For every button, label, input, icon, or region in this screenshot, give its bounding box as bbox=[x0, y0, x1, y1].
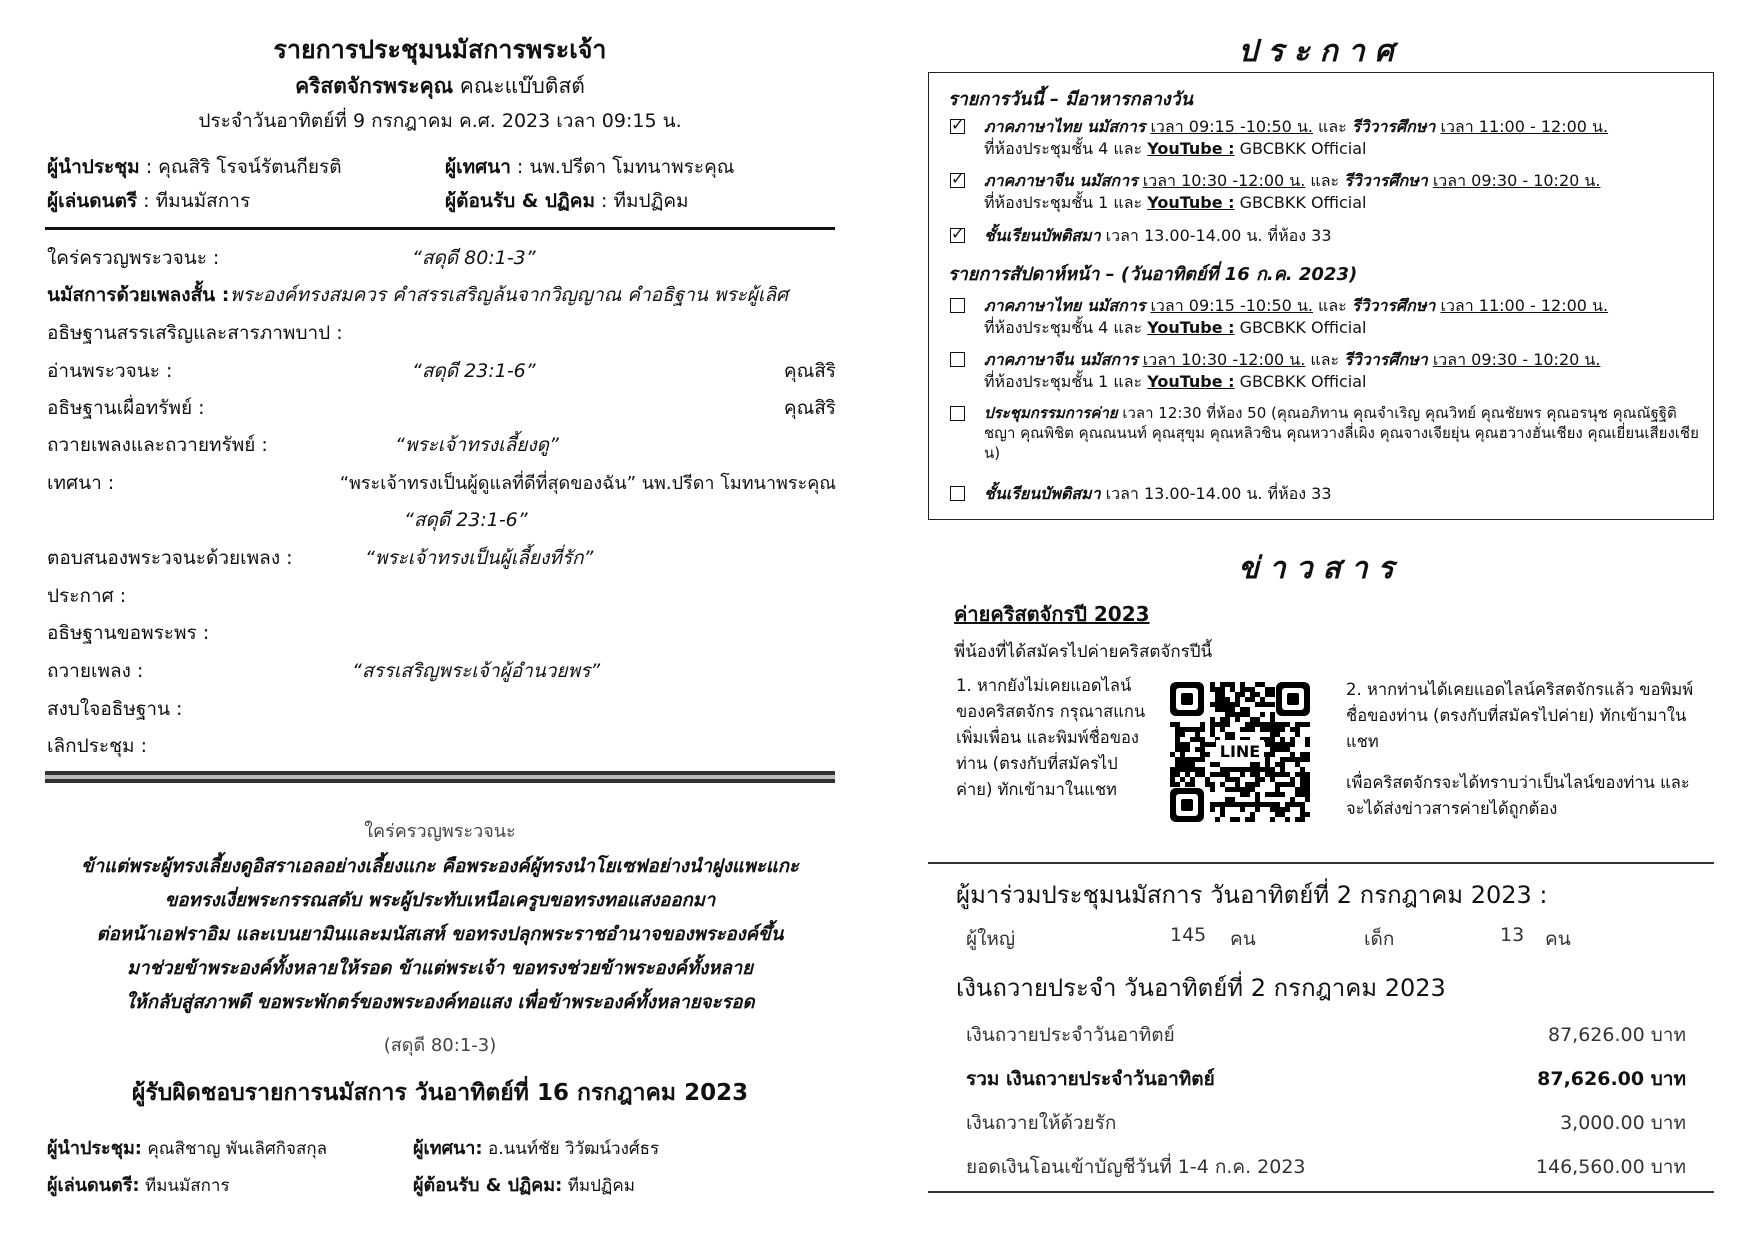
church-name bbox=[45, 70, 835, 103]
offering-row-total bbox=[966, 1064, 1686, 1094]
order-item: นมัสการด้วยเพลงสั้น : bbox=[47, 284, 230, 306]
checkbox-unchecked[interactable] bbox=[950, 486, 965, 501]
order-item: ประกาศ : bbox=[47, 585, 127, 607]
child-unit: คน bbox=[1545, 928, 1571, 950]
offering-title: เงินถวายประจำ วันอาทิตย์ที่ 2 กรกฎาคม 2023 bbox=[956, 974, 1446, 1002]
order-item-detail: “สรรเสริญพระเจ้าผู้อำนวยพร” bbox=[352, 660, 601, 682]
next-ushers: ผู้ต้อนรับ & ปฏิคม: ทีมปฏิคม bbox=[413, 1175, 635, 1196]
adult-unit: คน bbox=[1230, 928, 1256, 950]
leader-musicians: ผู้เล่นดนตรี : ทีมนมัสการ bbox=[47, 190, 251, 212]
offering-label: ยอดเงินโอนเข้าบัญชีวันที่ 1-4 ก.ค. 2023 bbox=[966, 1156, 1306, 1178]
adult-count: 145 bbox=[1170, 924, 1207, 946]
order-item-person: คุณสิริ bbox=[783, 397, 836, 419]
offering-label: รวม เงินถวายประจำวันอาทิตย์ bbox=[966, 1068, 1215, 1090]
verse-line: ต่อหน้าเอฟราอิม และเบนยามินและมนัสเสห์ ขอทรงปลุกพระราชอำนาจของพระองค์ขึ้น bbox=[96, 924, 784, 945]
order-item: เลิกประชุม : bbox=[47, 735, 147, 757]
next-preacher: ผู้เทศนา: อ.นนท์ชัย วิวัฒน์วงศ์ธร bbox=[413, 1138, 660, 1159]
line-qr-code[interactable] bbox=[1170, 682, 1310, 822]
camp-instruction-2: 2. หากท่านได้เคยแอดไลน์คริสตจักรแล้ว ขอพิมพ์ชื่อของท่าน (ตรงกับที่สมัครไปค่าย) ทักเข้ามาในแชท bbox=[1346, 680, 1694, 751]
camp-note: เพื่อคริสตจักรจะได้ทราบว่าเป็นไลน์ของท่าน และจะได้ส่งข่าวสารค่ายได้ถูกต้อง bbox=[1346, 773, 1690, 818]
next-item-baptism: ชั้นเรียนบัพติสมา เวลา 13.00-14.00 น. ที่ห้อง 33 bbox=[948, 483, 1700, 505]
next-week-title: ผู้รับผิดชอบรายการนมัสการ วันอาทิตย์ที่ 16 กรกฎาคม 2023 bbox=[131, 1080, 749, 1106]
checkbox-checked[interactable] bbox=[950, 228, 965, 243]
adult-label: ผู้ใหญ่ bbox=[966, 928, 1016, 950]
bulletin-title: รายการประชุมนมัสการพระเจ้า bbox=[273, 35, 607, 64]
qr-line-label: LINE bbox=[1219, 742, 1261, 761]
offering-row bbox=[966, 1108, 1686, 1138]
offering-amount: 3,000.00 บาท bbox=[1560, 1112, 1686, 1134]
order-item-detail: “สดุดี 23:1-6” bbox=[412, 360, 536, 382]
offering-amount: 87,626.00 บาท bbox=[1548, 1024, 1686, 1046]
order-item: เทศนา : bbox=[47, 472, 115, 494]
divider bbox=[928, 862, 1714, 864]
order-item: ใคร่ครวญพระวจนะ : bbox=[47, 247, 220, 269]
verse-line: มาช่วยข้าพระองค์ทั้งหลายให้รอด ข้าแต่พระเจ้า ขอทรงช่วยข้าพระองค์ทั้งหลาย bbox=[126, 958, 754, 979]
order-item: อธิษฐานขอพระพร : bbox=[47, 622, 210, 644]
offering-label: เงินถวายให้ด้วยรัก bbox=[966, 1112, 1117, 1134]
next-presider: ผู้นำประชุม: คุณสิชาญ พันเลิศกิจสกุล bbox=[47, 1138, 328, 1159]
camp-intro: พี่น้องที่ได้สมัครไปค่ายคริสตจักรปีนี้ bbox=[954, 642, 1213, 662]
next-item-chinese: ภาคภาษาจีน นมัสการ เวลา 10:30 -12:00 น. และ รีวิวารศึกษา เวลา 09:30 - 10:20 น. ที่ห้องประชุมชั้น 1 และ YouTube : GBCBKK Official bbox=[948, 349, 1700, 393]
offering-row bbox=[966, 1020, 1686, 1050]
order-item: อธิษฐานเผื่อทรัพย์ : bbox=[47, 397, 205, 419]
today-item-baptism: ✓ ชั้นเรียนบัพติสมา เวลา 13.00-14.00 น. ที่ห้อง 33 bbox=[948, 225, 1700, 247]
checkbox-checked[interactable] bbox=[950, 173, 965, 188]
news-heading: ข่าวสาร bbox=[1238, 551, 1404, 586]
checkbox-checked[interactable] bbox=[950, 119, 965, 134]
order-item: อ่านพระวจนะ : bbox=[47, 360, 173, 382]
leader-preacher: ผู้เทศนา : นพ.ปรีดา โมทนาพระคุณ bbox=[445, 156, 735, 178]
verse-heading: ใคร่ครวญพระวจนะ bbox=[364, 821, 516, 842]
attendance-title: ผู้มาร่วมประชุมนมัสการ วันอาทิตย์ที่ 2 กรกฎาคม 2023 : bbox=[956, 881, 1548, 909]
order-item-detail: “สดุดี 80:1-3” bbox=[412, 247, 536, 269]
today-item-thai: ✓ ภาคภาษาไทย นมัสการ เวลา 09:15 -10:50 น. และ รีวิวารศึกษา เวลา 11:00 - 12:00 น. ที่ห้องประชุมชั้น 4 และ YouTube : GBCBKK Official bbox=[948, 116, 1700, 160]
verse-line: ให้กลับสู่สภาพดี ขอพระพักตร์ของพระองค์ทอแสง เพื่อข้าพระองค์ทั้งหลายจะรอด bbox=[125, 992, 755, 1013]
checkbox-unchecked[interactable] bbox=[950, 352, 965, 367]
order-item-detail: พระองค์ทรงสมควร คำสรรเสริญล้นจากวิญญาณ คำอธิฐาน พระผู้เลิศ bbox=[230, 284, 789, 306]
announcements-heading: ประกาศ bbox=[1238, 34, 1404, 69]
divider bbox=[928, 1191, 1714, 1193]
next-musicians: ผู้เล่นดนตรี: ทีมนมัสการ bbox=[47, 1175, 230, 1196]
checkbox-unchecked[interactable] bbox=[950, 298, 965, 313]
church-name-bold: คริสตจักรพระคุณ bbox=[295, 74, 454, 98]
child-label: เด็ก bbox=[1364, 928, 1395, 950]
section-divider bbox=[45, 227, 835, 230]
offering-amount: 87,626.00 บาท bbox=[1537, 1068, 1686, 1090]
order-item: ถวายเพลง : bbox=[47, 660, 144, 682]
camp-instruction-1: 1. หากยังไม่เคยแอดไลน์ของคริสตจักร กรุณาสแกนเพิ่มเพื่อน และพิมพ์ชื่อของท่าน (ตรงกับที่สมัครไปค่าย) ทักเข้ามาในแชท bbox=[956, 676, 1146, 799]
section-divider-double bbox=[45, 771, 835, 783]
offering-label: เงินถวายประจำวันอาทิตย์ bbox=[966, 1024, 1175, 1046]
today-item-chinese: ✓ ภาคภาษาจีน นมัสการ เวลา 10:30 -12:00 น. และ รีวิวารศึกษา เวลา 09:30 - 10:20 น. ที่ห้องประชุมชั้น 1 และ YouTube : GBCBKK Official bbox=[948, 170, 1700, 214]
order-item: ตอบสนองพระวจนะด้วยเพลง : bbox=[47, 547, 293, 569]
church-name-rest: คณะแบ๊บติสต์ bbox=[459, 74, 585, 98]
order-item-detail: “พระเจ้าทรงเป็นผู้เลี้ยงที่รัก” bbox=[365, 547, 594, 569]
order-item: สงบใจอธิษฐาน : bbox=[47, 698, 183, 720]
order-item-person: คุณสิริ bbox=[783, 360, 836, 382]
child-count: 13 bbox=[1500, 924, 1525, 946]
checkbox-unchecked[interactable] bbox=[950, 406, 965, 421]
next-week-heading: รายการสัปดาห์หน้า – (วันอาทิตย์ที่ 16 ก.ค. 2023) bbox=[948, 264, 1358, 285]
order-item: อธิษฐานสรรเสริญและสารภาพบาป : bbox=[47, 322, 343, 344]
verse-line: ข้าแต่พระผู้ทรงเลี้ยงดูอิสราเอลอย่างเลี้ยงแกะ คือพระองค์ผู้ทรงนำโยเซฟอย่างนำฝูงแพะแกะ bbox=[81, 856, 799, 877]
next-item-committee: ประชุมกรรมการค่าย เวลา 12:30 ที่ห้อง 50 (คุณอภิทาน คุณจำเริญ คุณวิทย์ คุณชัยพร คุณอรนุช คุณณัฐฐิติชญา คุณพิชิต คุณณนนท์ คุณสุขุม คุณหลิวชิน คุณหวางลี่เผิง คุณจางเจียยุ่น คุณฮวางฮั่นเชียง คุณเยี่ยนเสียงเชียน) bbox=[948, 403, 1700, 463]
offering-amount: 146,560.00 บาท bbox=[1535, 1156, 1686, 1178]
verse-reference: (สดุดี 80:1-3) bbox=[383, 1035, 497, 1056]
order-item: ถวายเพลงและถวายทรัพย์ : bbox=[47, 434, 268, 456]
order-item-detail: “สดุดี 23:1-6” bbox=[404, 509, 528, 531]
leader-presider: ผู้นำประชุม : คุณสิริ โรจน์รัตนกียรติ bbox=[47, 156, 342, 178]
order-item-person: “พระเจ้าทรงเป็นผู้ดูแลที่ดีที่สุดของฉัน” นพ.ปรีดา โมทนาพระคุณ bbox=[339, 473, 836, 494]
offering-row bbox=[966, 1152, 1686, 1182]
verse-line: ขอทรงเงี่ยพระกรรณสดับ พระผู้ประทับเหนือเครูบขอทรงทอแสงออกมา bbox=[164, 890, 716, 911]
camp-heading: ค่ายคริสตจักรปี 2023 bbox=[954, 602, 1150, 626]
today-heading: รายการวันนี้ – มีอาหารกลางวัน bbox=[948, 89, 1193, 110]
order-item-detail: “พระเจ้าทรงเลี้ยงดู” bbox=[395, 434, 559, 456]
leader-ushers: ผู้ต้อนรับ & ปฏิคม : ทีมปฏิคม bbox=[445, 190, 689, 212]
next-item-thai: ภาคภาษาไทย นมัสการ เวลา 09:15 -10:50 น. และ รีวิวารศึกษา เวลา 11:00 - 12:00 น. ที่ห้องประชุมชั้น 4 และ YouTube : GBCBKK Official bbox=[948, 295, 1700, 339]
service-date: ประจำวันอาทิตย์ที่ 9 กรกฎาคม ค.ศ. 2023 เวลา 09:15 น. bbox=[198, 110, 682, 132]
